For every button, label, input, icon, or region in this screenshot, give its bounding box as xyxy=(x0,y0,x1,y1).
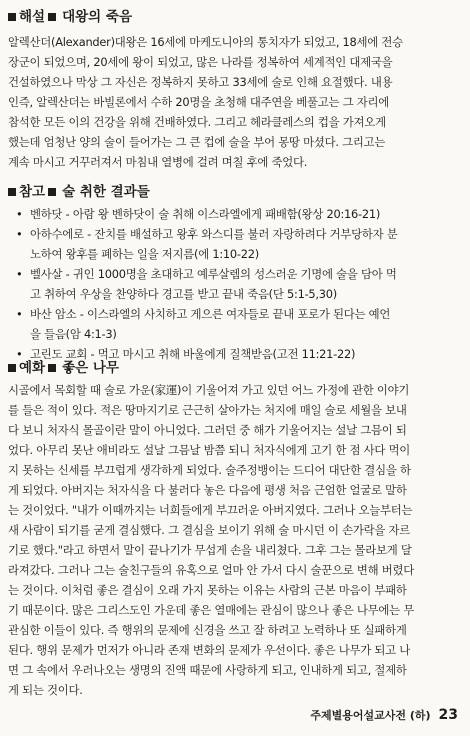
text-line: 기 때문이다. 많은 그리스도인 가운데 좋은 열매에는 관심이 많으나 좋은 나무에는 무 xyxy=(8,603,415,617)
section-title: 술 취한 결과들 xyxy=(62,184,150,200)
section-tag: 참고 xyxy=(19,184,46,200)
text-line: 는 것이었다. "내가 이때까지는 너희들에게 부끄러운 아버지였다. 그러나 오늘부터는 xyxy=(8,503,413,517)
text-line: 인즉, 알렉산더는 바빌론에서 수하 20명을 초청해 대주연을 베풀고는 그 자리에 xyxy=(8,95,390,109)
text-line: 했는데 엄청난 양의 술이 들어가는 그 큰 컵에 술을 부어 몽땅 마셨다. 그리고는 xyxy=(8,135,386,149)
text-line: 된다. 행위 문제가 먼저가 아니라 존재 변화의 문제가 우선이다. 좋은 나무가 되고 나 xyxy=(8,643,411,657)
bullet-icon: • xyxy=(16,347,23,361)
section-tag: 예화 xyxy=(19,360,46,376)
bullet-icon: • xyxy=(16,307,23,321)
text-line: 면 그 속에서 우러나오는 생명의 진액 때문에 사랑하게 되고, 인내하게 되고, 절제하 xyxy=(8,663,407,677)
square-bullet-icon xyxy=(8,13,16,21)
reference-list-item xyxy=(8,304,464,344)
square-bullet-icon xyxy=(8,364,16,372)
square-bullet-icon xyxy=(48,188,56,196)
section-tag: 해설 xyxy=(19,9,46,25)
text-line: 는 것이다. 이처럼 좋은 결심이 오래 가지 못하는 이유는 사람의 근본 마음이 부패하 xyxy=(8,583,407,597)
book-title: 주제별용어설교사전 (하) xyxy=(310,709,431,722)
text-line: 시골에서 목회할 때 술로 가운(家運)이 기울어져 가고 있던 어느 가정에 관한 이야기 xyxy=(8,383,410,397)
text-line: 게 되는 것이다. xyxy=(8,683,83,697)
bullet-icon: • xyxy=(16,207,23,221)
text-line: 참석한 모든 이의 건강을 위해 건배하였다. 그리고 헤라클레스의 컵을 가져오게 xyxy=(8,115,386,129)
page-number: 23 xyxy=(438,707,458,723)
text-line: 를 들은 적이 있다. 적은 땅마지기로 근근히 살아가는 처지에 매일 술로 세월을 보내 xyxy=(8,403,407,417)
bullet-icon: • xyxy=(16,267,23,281)
square-bullet-icon xyxy=(48,364,56,372)
square-bullet-icon xyxy=(48,13,56,21)
reference-list-item xyxy=(8,264,464,304)
list-item-text: 아하수에로 - 잔치를 배설하고 왕후 와스디를 불러 자랑하려다 거부당하자 분 xyxy=(30,227,398,241)
text-line: 었다. 아무리 못난 애비라도 설날 그믐날 밤쯤 되니 처자식에게 고기 한 점 사다 먹이 xyxy=(8,443,411,457)
section-title: 좋은 나무 xyxy=(62,360,119,376)
section-heading-illustration xyxy=(8,359,119,377)
illustration-paragraph xyxy=(8,380,464,700)
text-line: 다 보니 처자식 몰골이란 말이 아니었다. 그러던 중 해가 기울어지는 설날 그믐이 되 xyxy=(8,423,407,437)
text-line: 건설하였으나 막상 그 자신은 정복하지 못하고 33세에 술로 인해 요절했다. 내용 xyxy=(8,75,393,89)
reference-list-item xyxy=(8,224,464,264)
list-item-text: 고 취하여 우상을 찬양하다 경고를 받고 끝내 죽음(단 5:1-5,30) xyxy=(30,287,337,301)
bullet-icon: • xyxy=(16,227,23,241)
text-line: 기로 했다."라고 하면서 말이 끝나기가 무섭게 손을 내리쳤다. 그후 그는 몰라보게 달 xyxy=(8,543,412,557)
reference-list xyxy=(8,204,464,364)
section-title: 대왕의 죽음 xyxy=(62,9,132,25)
page-footer xyxy=(310,707,458,723)
list-item-text: 고린도 교회 - 먹고 마시고 취해 바울에게 질책받음(고전 11:21-22) xyxy=(30,347,356,361)
section-heading-commentary xyxy=(8,8,132,26)
list-item-text: 벤하닷 - 아람 왕 벤하닷이 술 취해 이스라엘에게 패배함(왕상 20:16-21) xyxy=(30,207,381,221)
text-line: 게 되었다. 아버지는 처자식을 다 불러다 놓은 다음에 평생 처음 근엄한 얼굴로 말하 xyxy=(8,483,407,497)
section-heading-reference xyxy=(8,183,150,201)
text-line: 새 사람이 되기를 굳게 결심했다. 그 결심을 보이기 위해 술 마시던 이 손가락을 자르 xyxy=(8,523,411,537)
text-line: 지 못하는 신세를 부끄럽게 생각하게 되었다. 술주정뱅이는 드디어 대단한 결심을 하 xyxy=(8,463,411,477)
list-item-text: 을 들음(암 4:1-3) xyxy=(30,327,117,341)
list-item-text: 벨사살 - 귀인 1000명을 초대하고 예루살렘의 성스러운 기명에 술을 담아 먹 xyxy=(30,267,397,281)
text-line: 관심한 이들이 있다. 즉 행위의 문제에 신경을 쓰고 잘 하려고 노력하나 또 실패하게 xyxy=(8,623,407,637)
text-line: 계속 마시고 거꾸러져서 마침내 열병에 걸려 며칠 후에 죽었다. xyxy=(8,155,308,169)
text-line: 장군이 되었으며, 20세에 왕이 되었고, 많은 나라를 정복하여 세계적인 대제국을 xyxy=(8,55,393,69)
square-bullet-icon xyxy=(8,188,16,196)
reference-list-item xyxy=(8,204,464,224)
text-line: 알렉산더(Alexander)대왕은 16세에 마케도니아의 통치자가 되었고, 18세에 전승 xyxy=(8,35,403,49)
list-item-text: 노하여 왕후를 폐하는 일을 저지름(에 1:10-22) xyxy=(30,247,259,261)
list-item-text: 바산 암소 - 이스라엘의 사치하고 게으른 여자들로 끝내 포로가 된다는 예언 xyxy=(30,307,391,321)
commentary-paragraph xyxy=(8,32,464,172)
text-line: 라져갔다. 그러나 그는 술친구들의 유혹으로 얼마 안 가서 다시 술꾼으로 변해 버렸다 xyxy=(8,563,415,577)
